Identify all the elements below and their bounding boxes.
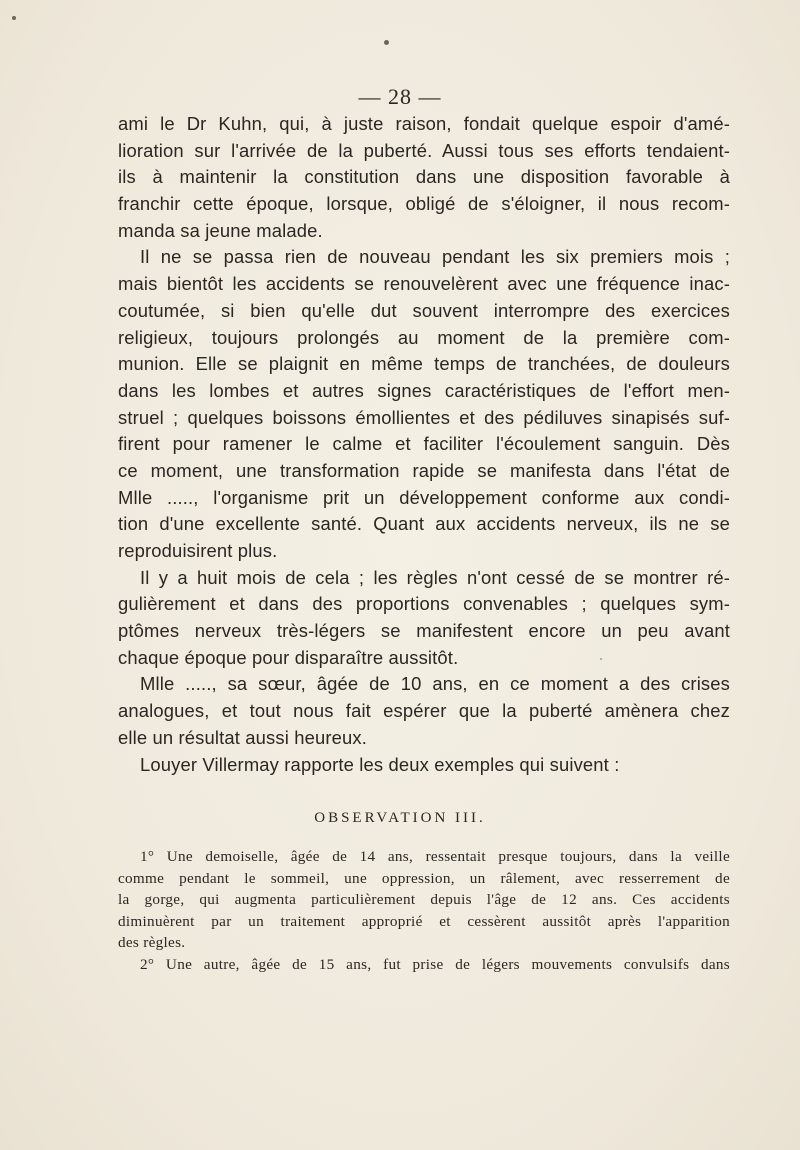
body-line: tion d'une excellente santé. Quant aux accidents nerveux, ils ne se xyxy=(118,513,730,535)
paper-speck xyxy=(12,16,16,20)
body-line: chaque époque pour disparaître aussitôt. xyxy=(118,646,459,668)
body-line: Mlle ....., sa sœur, âgée de 10 ans, en ce moment a des crises xyxy=(140,673,730,695)
body-line: Louyer Villermay rapporte les deux exemples qui suivent : xyxy=(140,753,620,775)
body-line: religieux, toujours prolongés au moment de la première com- xyxy=(118,326,730,348)
body-line: munion. Elle se plaignit en même temps de tranchées, de douleurs xyxy=(118,353,730,375)
body-line: manda sa jeune malade. xyxy=(118,219,323,241)
body-line: firent pour ramener le calme et faciliter l'écoulement sanguin. Dès xyxy=(118,433,730,455)
note-line: la gorge, qui augmenta particulièrement depuis l'âge de 12 ans. Ces accidents xyxy=(118,891,730,909)
body-line: ptômes nerveux très-légers se manifestent encore un peu avant xyxy=(118,620,730,642)
body-line: franchir cette époque, lorsque, obligé de s'éloigner, il nous recom- xyxy=(118,193,730,215)
body-line: Il ne se passa rien de nouveau pendant les six premiers mois ; xyxy=(140,246,730,268)
body-line: ami le Dr Kuhn, qui, à juste raison, fondait quelque espoir d'amé- xyxy=(118,113,730,134)
paper-speck xyxy=(600,658,602,660)
body-line: Mlle ....., l'organisme prit un développement conforme aux condi- xyxy=(118,486,730,508)
note-line: des règles. xyxy=(118,934,186,952)
observation-title: OBSERVATION III. xyxy=(314,810,486,826)
body-line: struel ; quelques boissons émollientes et des pédiluves sinapisés suf- xyxy=(118,406,730,428)
body-line: ce moment, une transformation rapide se manifesta dans l'état de xyxy=(118,459,730,481)
observation-notes xyxy=(118,846,730,976)
note-line: comme pendant le sommeil, une oppression, un râlement, avec resserrement de xyxy=(118,869,730,887)
body-line: Il y a huit mois de cela ; les règles n'ont cessé de se montrer ré- xyxy=(140,566,730,588)
body-line: ils à maintenir la constitution dans une disposition favorable à xyxy=(118,166,730,188)
body-line: lioration sur l'arrivée de la puberté. Aussi tous ses efforts tendaient- xyxy=(118,139,730,161)
body-line: gulièrement et dans des proportions convenables ; quelques sym- xyxy=(118,593,730,615)
page-number: — 28 — xyxy=(358,84,442,109)
paper-speck xyxy=(384,40,389,45)
body-line: coutumée, si bien qu'elle dut souvent interrompre des exercices xyxy=(118,299,730,321)
body-line: mais bientôt les accidents se renouvelèrent avec une fréquence inac- xyxy=(118,273,730,295)
body-line: reproduisirent plus. xyxy=(118,540,278,561)
body-line: dans les lombes et autres signes caractéristiques de l'effort men- xyxy=(118,379,730,401)
note-line: 2° Une autre, âgée de 15 ans, fut prise de légers mouvements convulsifs dans xyxy=(140,955,730,973)
body-line: elle un résultat aussi heureux. xyxy=(118,726,367,748)
body-text xyxy=(118,111,730,778)
note-line: 1° Une demoiselle, âgée de 14 ans, ressentait presque toujours, dans la veille xyxy=(140,848,730,865)
body-line: analogues, et tout nous fait espérer que la puberté amènera chez xyxy=(118,700,730,722)
note-line: diminuèrent par un traitement approprié et cessèrent aussitôt après l'apparition xyxy=(118,912,730,930)
